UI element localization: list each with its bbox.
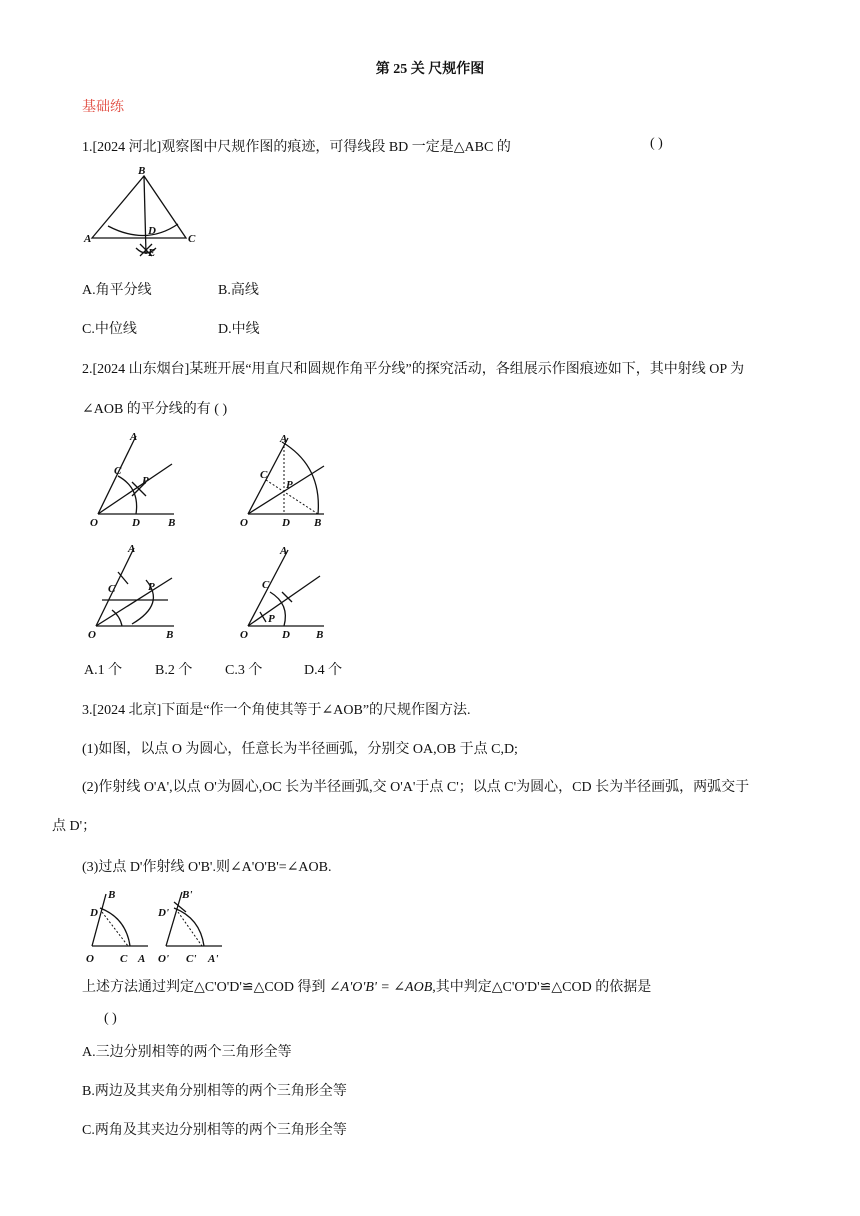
q3-label-a-prime: A' (208, 953, 219, 965)
q3-conclusion-part2: ,其中判定△C'O'D'≌△COD 的依据是 (432, 980, 652, 995)
q2-f2-label-d: D (282, 517, 290, 529)
q3-label-a: A (138, 953, 146, 965)
q3-label-c-prime: C' (186, 953, 197, 965)
q3-figure-original (84, 888, 164, 968)
q2-f3-label-c: C (108, 583, 116, 595)
q3-conclusion-part1: 上述方法通过判定△C'O'D'≌△COD 得到 (82, 980, 329, 995)
q3-label-b-prime: B' (182, 889, 193, 901)
q2-f4-label-c: C (262, 579, 270, 591)
q2-option-c: C.3 个 (225, 663, 263, 678)
q2-f1-label-d: D (132, 517, 140, 529)
q2-figure-4 (236, 544, 336, 644)
section-heading: 基础练 (82, 100, 124, 115)
q1-figure (80, 166, 200, 266)
q1-label-a: A (84, 233, 92, 245)
q1-option-c: C.中位线 (82, 322, 137, 337)
q2-stem-line1: 2.[2024 山东烟台]某班开展“用直尺和圆规作角平分线”的探究活动，各组展示作图痕迹如下，其中射线 OP 为 (82, 362, 745, 377)
q2-f3-label-a: A (128, 543, 136, 555)
q2-f4-label-a: A (280, 545, 288, 557)
q2-f2-label-b: B (314, 517, 322, 529)
q2-f4-label-p: P (268, 613, 275, 625)
q2-figure-1 (86, 432, 186, 532)
q1-option-b: B.高线 (218, 283, 259, 298)
q3-stem: 3.[2024 北京]下面是“作一个角使其等于∠AOB”的尺规作图方法. (82, 703, 471, 718)
q3-label-c: C (120, 953, 128, 965)
q2-f2-label-a: A (280, 433, 288, 445)
q2-f3-label-b: B (166, 629, 174, 641)
q3-label-o: O (86, 953, 94, 965)
q2-f4-label-b: B (316, 629, 324, 641)
q3-option-c: C.两角及其夹边分别相等的两个三角形全等 (82, 1123, 347, 1138)
q3-answer-paren: ( ) (104, 1011, 117, 1026)
q3-step-3: (3)过点 D'作射线 O'B'.则∠A'O'B'=∠AOB. (82, 860, 332, 875)
q3-conclusion-math: ∠A'O'B' = ∠AOB (328, 980, 433, 995)
q1-option-d: D.中线 (218, 322, 260, 337)
q2-option-a: A.1 个 (84, 663, 123, 678)
page-title: 第 25 关 尺规作图 (375, 62, 485, 77)
q3-option-a: A.三边分别相等的两个三角形全等 (82, 1045, 292, 1060)
q2-f1-label-o: O (90, 517, 98, 529)
q1-label-b: B (138, 165, 146, 177)
q1-label-d: D (148, 225, 156, 237)
q3-step-1: (1)如图，以点 O 为圆心，任意长为半径画弧，分别交 OA,OB 于点 C,D; (82, 742, 518, 757)
q3-conclusion (82, 976, 651, 996)
q2-f1-label-b: B (168, 517, 176, 529)
q2-option-b: B.2 个 (155, 663, 193, 678)
q2-f2-label-c: C (260, 469, 268, 481)
q3-step-2-line1: (2)作射线 O'A',以点 O'为圆心,OC 长为半径画弧,交 O'A'于点 C'；以点 C'为圆心，CD 长为半径画弧，两弧交于 (82, 780, 750, 795)
q1-label-c: C (188, 233, 196, 245)
q3-option-b: B.两边及其夹角分别相等的两个三角形全等 (82, 1084, 347, 1099)
q2-f3-label-o: O (88, 629, 96, 641)
q2-f1-label-a: A (130, 431, 138, 443)
q2-option-d: D.4 个 (304, 663, 343, 678)
q1-stem: 1.[2024 河北]观察图中尺规作图的痕迹，可得线段 BD 一定是△ABC 的 (82, 140, 511, 155)
q3-label-d: D (90, 907, 98, 919)
q3-label-d-prime: D' (158, 907, 169, 919)
q3-label-b: B (108, 889, 116, 901)
q2-f1-label-c: C (114, 465, 122, 477)
q2-f2-label-o: O (240, 517, 248, 529)
q1-answer-paren: ( ) (650, 136, 663, 151)
q1-label-e: E (148, 247, 156, 259)
q1-option-a: A.角平分线 (82, 283, 152, 298)
q3-figure-constructed (156, 888, 236, 968)
q2-figure-2 (236, 432, 336, 532)
q2-f2-label-p: P (286, 479, 293, 491)
q2-f4-label-o: O (240, 629, 248, 641)
q3-label-o-prime: O' (158, 953, 169, 965)
q2-f1-label-p: P (142, 475, 149, 487)
q3-step-2-line2: 点 D'； (52, 819, 97, 834)
q2-f3-label-p: P (148, 581, 155, 593)
q2-f4-label-d: D (282, 629, 290, 641)
q2-figure-3 (86, 544, 186, 644)
q2-stem-line2: ∠AOB 的平分线的有 ( ) (82, 402, 228, 417)
